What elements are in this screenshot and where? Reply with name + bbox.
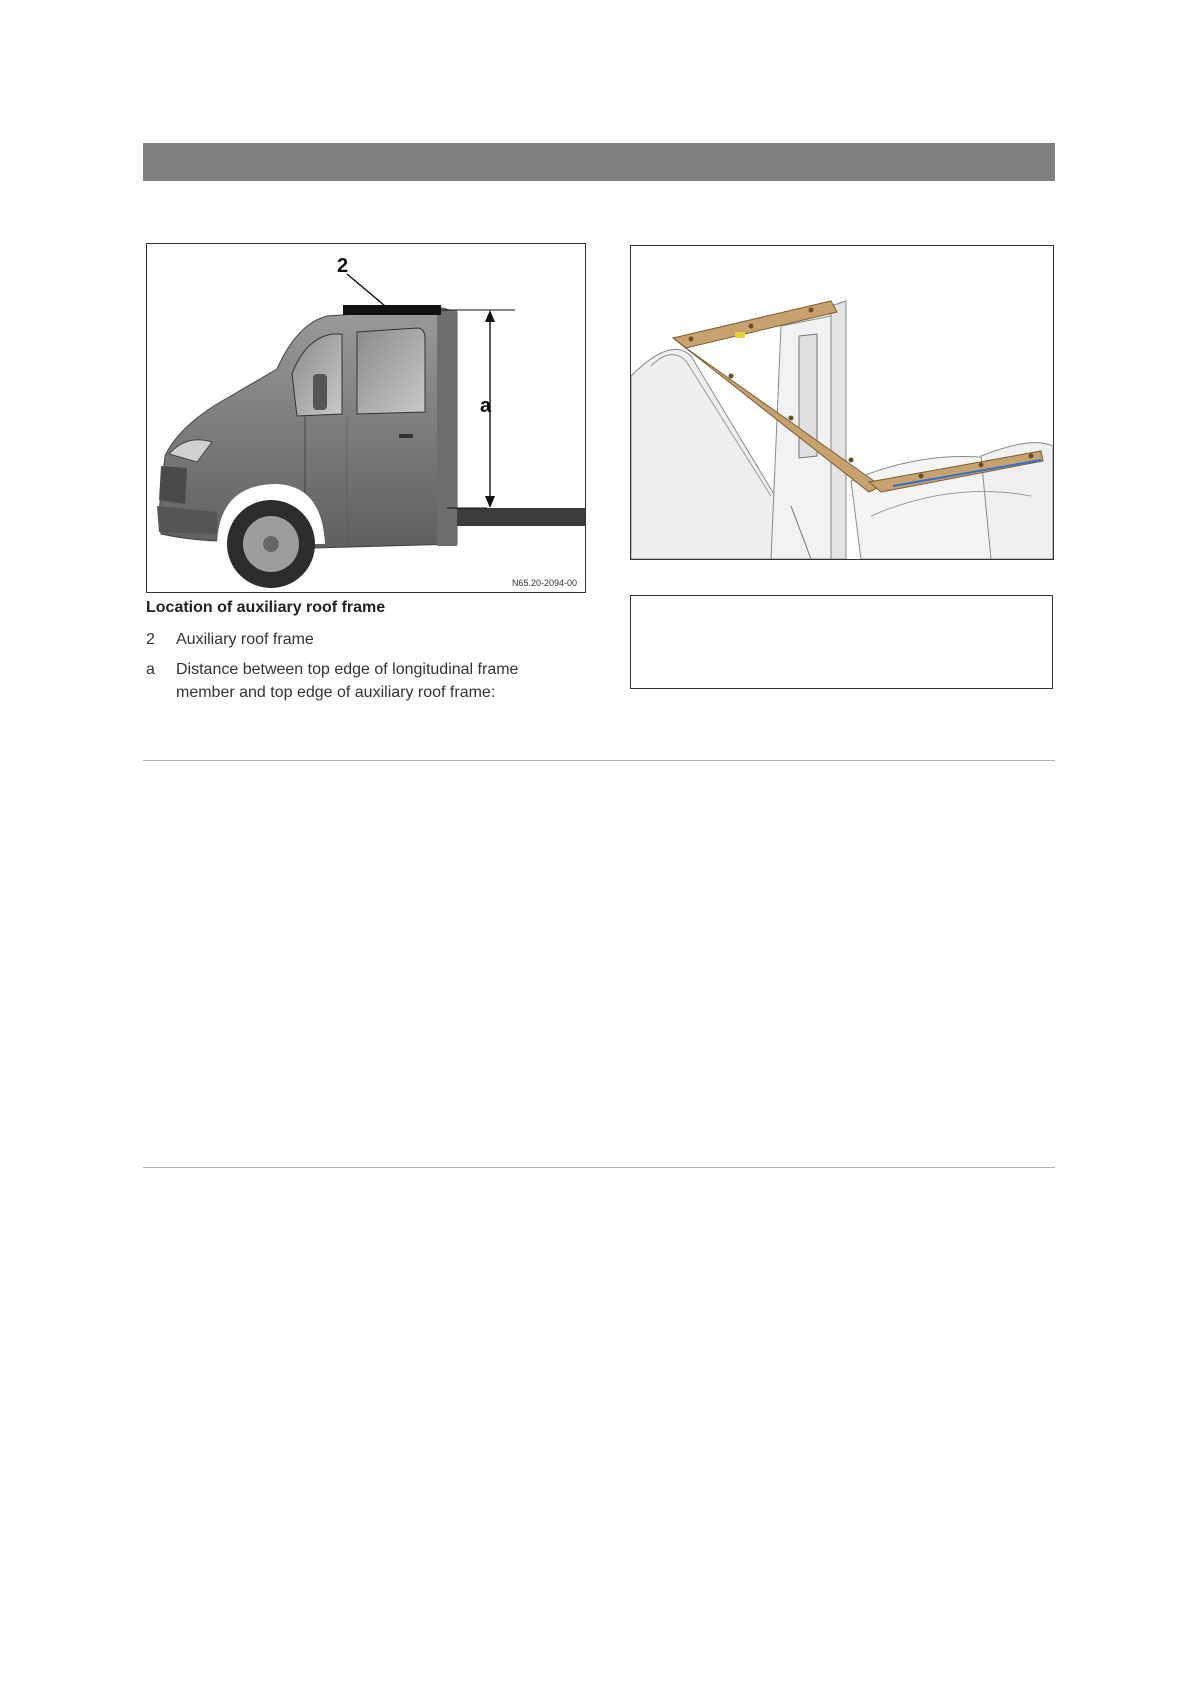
legend-item [146,628,586,652]
note-box [630,595,1053,689]
figure-roof-frame-detail [630,245,1054,560]
auxiliary-roof-frame [343,305,441,315]
figure-caption-title: Location of auxiliary roof frame [146,599,386,616]
legend-text: Distance between top edge of longitudinal frame member and top edge of auxiliary roof frame: [176,661,519,701]
section-header-bar [143,143,1055,181]
legend-text: Auxiliary roof frame [176,631,314,648]
dimension-label: a [480,395,492,417]
roof-frame-3d-illustration [631,246,1053,559]
chassis-frame-rail [447,508,585,526]
legend-key: a [146,661,155,678]
van-illustration [147,244,585,592]
figure-code: N65.20-2094-00 [511,578,577,588]
section-divider [143,1167,1055,1168]
section-divider [143,760,1055,761]
legend-key: 2 [146,631,155,648]
callout-number: 2 [337,255,349,277]
side-window [357,328,425,414]
figure-roof-frame-location [146,243,586,593]
legend-item [146,658,586,706]
cab-rear-wall [437,310,457,546]
side-mirror [313,374,327,410]
